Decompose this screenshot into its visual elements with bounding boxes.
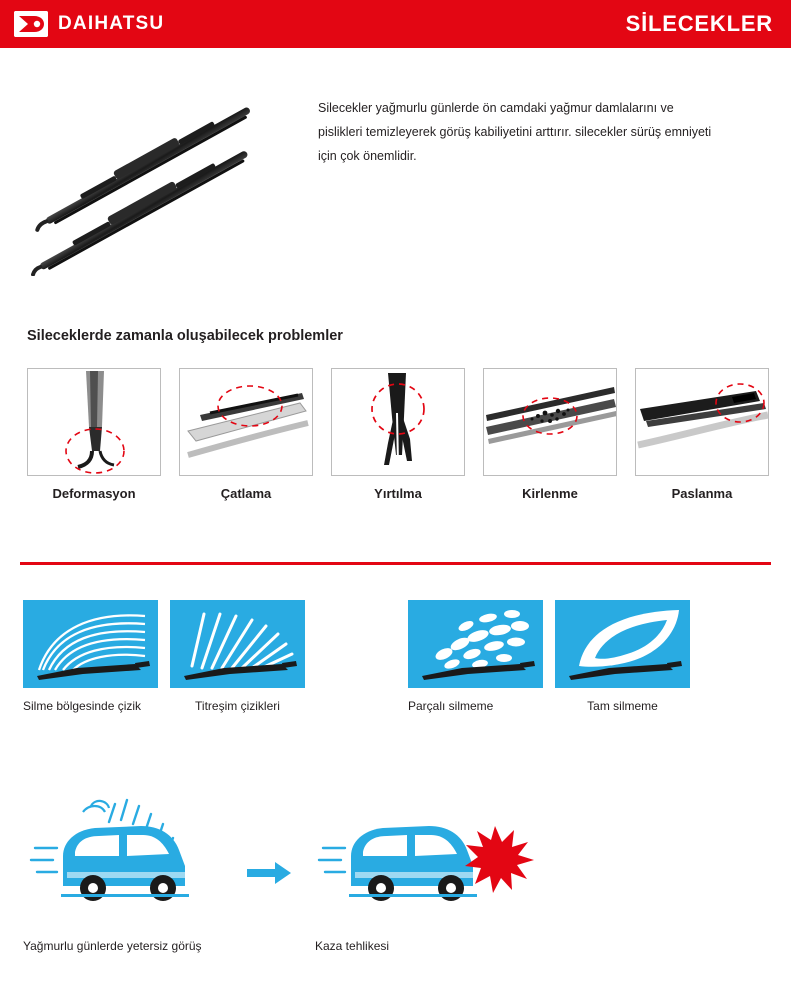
wiper-deformation-icon	[27, 368, 161, 476]
incomplete-wipe-icon	[555, 600, 690, 688]
brand-name: DAIHATSU	[58, 13, 165, 34]
problems-section-title: Sileceklerde zamanla oluşabilecek problemler	[27, 328, 343, 344]
daihatsu-logo-icon	[14, 11, 48, 37]
patchy-wipe-icon	[408, 600, 543, 688]
symptoms-left-group	[23, 600, 305, 713]
symptom-item	[555, 600, 690, 713]
car-rain-icon	[23, 790, 243, 925]
problem-item	[635, 368, 769, 501]
wiper-rust-icon	[635, 368, 769, 476]
streak-pattern-icon	[23, 600, 158, 688]
problem-label: Yırtılma	[374, 486, 422, 501]
wiper-tear-icon	[331, 368, 465, 476]
scenario-label: Kaza tehlikesi	[315, 939, 390, 953]
problem-label: Paslanma	[671, 486, 733, 501]
symptom-item	[23, 600, 158, 713]
problem-item	[483, 368, 617, 501]
intro-section	[0, 48, 791, 298]
problem-item	[331, 368, 465, 501]
problem-label: Çatlama	[220, 486, 272, 501]
problem-label: Deformasyon	[52, 486, 136, 501]
problem-item	[179, 368, 313, 501]
wiper-blades-photo	[20, 76, 290, 276]
symptom-label: Titreşim çizikleri	[195, 699, 280, 713]
symptom-item	[408, 600, 543, 713]
symptom-label: Parçalı silmeme	[408, 699, 494, 713]
problem-label: Kirlenme	[522, 486, 578, 501]
car-crash-icon	[315, 790, 535, 925]
scenario-item	[23, 790, 243, 953]
chatter-lines-icon	[170, 600, 305, 688]
intro-paragraph: Silecekler yağmurlu günlerde ön camdaki yağmur damlalarını ve pislikleri temizleyerek görüş kabiliyetini arttırır. silecekler sürüş emniyeti için çok önemlidir.	[318, 100, 712, 164]
scenario-label: Yağmurlu günlerde yetersiz görüş	[23, 939, 202, 953]
section-divider	[20, 562, 771, 565]
scenario-item	[315, 790, 535, 953]
symptoms-right-group	[408, 600, 690, 713]
problem-item	[27, 368, 161, 501]
page-title: SİLECEKLER	[625, 11, 773, 36]
symptom-label: Silme bölgesinde çizik	[23, 699, 142, 713]
wiper-crack-icon	[179, 368, 313, 476]
symptom-label: Tam silmeme	[587, 699, 658, 713]
arrow-right-icon	[245, 858, 295, 888]
brand-block	[14, 11, 164, 37]
symptom-item	[170, 600, 305, 713]
wiper-dirt-icon	[483, 368, 617, 476]
problems-row	[27, 368, 767, 501]
page-header	[0, 0, 791, 48]
